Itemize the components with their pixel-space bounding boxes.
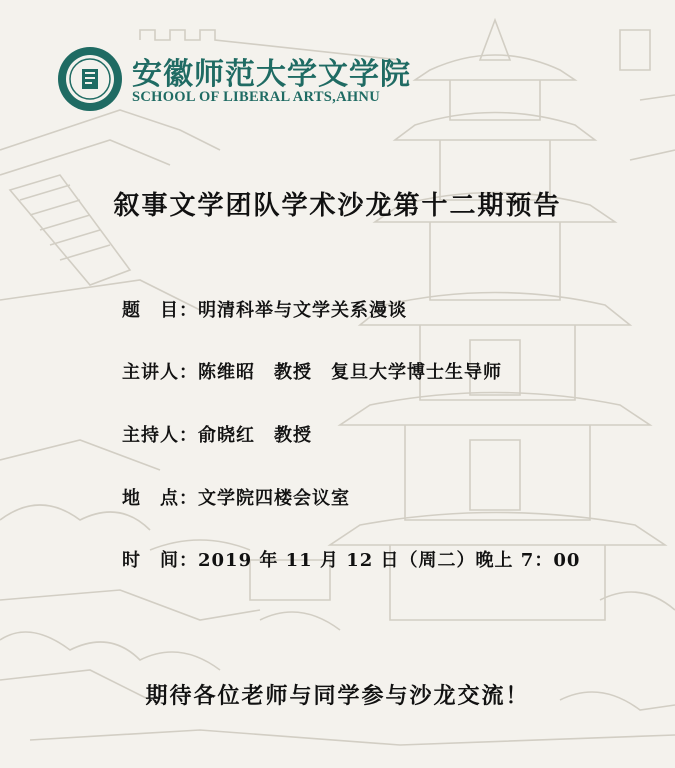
school-logo-block — [56, 45, 411, 113]
topic-line: 题 目：明清科举与文学关系漫谈 — [122, 300, 407, 321]
announcement-title: 叙事文学团队学术沙龙第十二期预告 — [113, 191, 562, 221]
school-name-chinese: 安徽师范大学文学院 — [132, 57, 411, 92]
closing-invitation: 期待各位老师与同学参与沙龙交流！ — [145, 683, 530, 709]
time-line: 时 间：2019 年 11 月 12 日（周二）晚上 7：00 — [122, 550, 581, 571]
host-line: 主持人：俞晓红 教授 — [122, 425, 312, 446]
speaker-line: 主讲人：陈维昭 教授 复旦大学博士生导师 — [122, 362, 502, 383]
school-seal-icon — [56, 45, 124, 113]
venue-line: 地 点：文学院四楼会议室 — [122, 488, 350, 509]
school-name-english: SCHOOL OF LIBERAL ARTS,AHNU — [132, 89, 380, 105]
